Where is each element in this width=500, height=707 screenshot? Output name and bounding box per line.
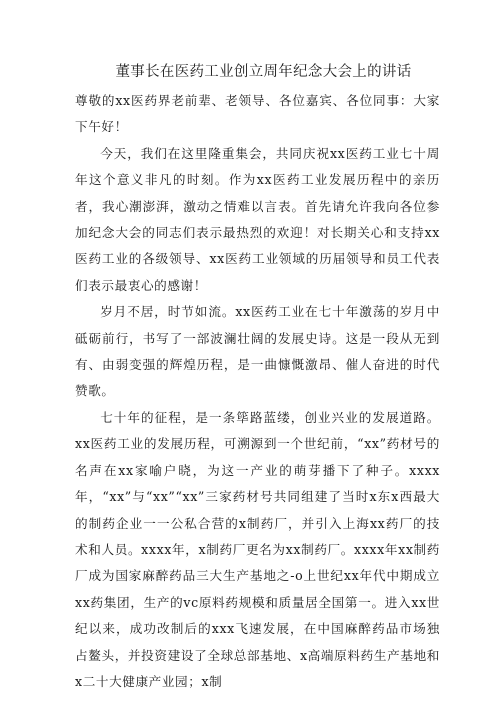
greeting-paragraph: 尊敬的xx医药界老前辈、老领导、各位嘉宾、各位同事：大家下午好！ bbox=[75, 93, 440, 135]
body-paragraph: 七十年的征程，是一条筚路蓝缕，创业兴业的发展道路。xx医药工业的发展历程，可溯源到一个世纪前，“xx”药材号的名声在xx家喻户晓，为这一产业的萌芽播下了种子。xxxx年，“xx”与“xx”“xx”三家药材号共同组建了当时x东x西最大的制药企业一一公私合营的x制药厂，并引入上海xx药厂的技术和人员。xxxx年，x制药厂更名为xx制药厂。xxxx年xx制药厂成为国家麻醉药品三大生产基地之-o上世纪xx年代中期成立xx药集团，生产的vc原料药规模和质量居全国第一。进入xx世纪以来，成功改制后的xxx飞速发展，在中国麻醉药品市场独占鳌头，并投资建设了全球总部基地、x高端原料药生产基地和x二十大健康产业园；x制 bbox=[75, 409, 440, 689]
document-title: 董事长在医药工业创立周年纪念大会上的讲话 bbox=[115, 64, 412, 80]
body-paragraph: 岁月不居，时节如流。xx医药工业在七十年激荡的岁月中砥砺前行，书写了一部波澜壮阔的发展史诗。这是一段从无到有、由弱变强的辉煌历程，是一曲慷慨激昂、催人奋进的时代赞歌。 bbox=[75, 304, 440, 399]
body-paragraph: 今天，我们在这里隆重集会，共同庆祝xx医药工业七十周年这个意义非凡的时刻。作为xx医药工业发展历程中的亲历者，我心潮澎湃，激动之情难以言表。首先请允许我向各位参加纪念大会的同志们表示最热烈的欢迎！对长期关心和支持xx医药工业的各级领导、xx医药工业领域的历届领导和员工代表们表示最衷心的感谢！ bbox=[75, 145, 440, 293]
